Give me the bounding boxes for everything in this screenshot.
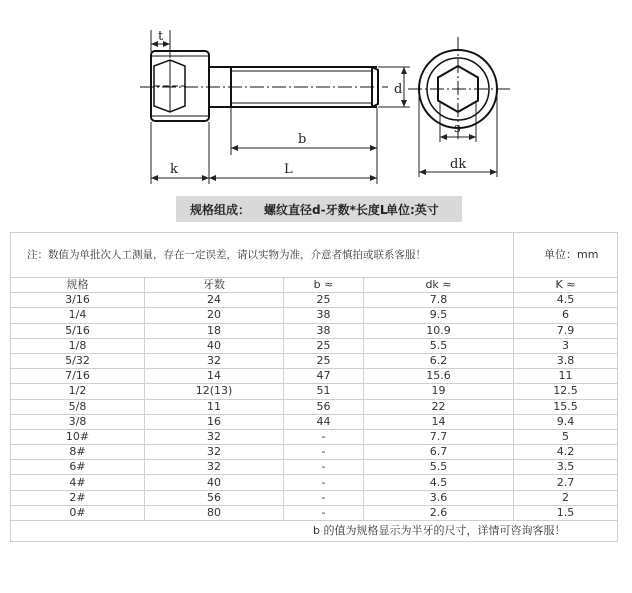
cell-dk: 4.5 bbox=[364, 475, 514, 490]
table-row bbox=[11, 353, 618, 368]
cell-b: - bbox=[284, 475, 364, 490]
cell-dk: 10.9 bbox=[364, 323, 514, 338]
spec-table bbox=[10, 232, 618, 542]
cell-threads: 32 bbox=[145, 460, 284, 475]
table-row bbox=[11, 505, 618, 520]
cell-spec: 2# bbox=[11, 490, 145, 505]
cell-k: 3.5 bbox=[514, 460, 618, 475]
header-row bbox=[11, 278, 618, 293]
cell-threads: 11 bbox=[145, 399, 284, 414]
cell-dk: 5.5 bbox=[364, 338, 514, 353]
caption-formula: 螺纹直径d-牙数*长度L bbox=[264, 203, 388, 217]
table-row bbox=[11, 384, 618, 399]
cell-k: 9.4 bbox=[514, 414, 618, 429]
table-row bbox=[11, 293, 618, 308]
cell-k: 15.5 bbox=[514, 399, 618, 414]
label-s: s bbox=[454, 121, 461, 136]
cell-spec: 3/8 bbox=[11, 414, 145, 429]
table-row bbox=[11, 414, 618, 429]
cell-spec: 1/2 bbox=[11, 384, 145, 399]
cell-threads: 40 bbox=[145, 475, 284, 490]
cell-threads: 32 bbox=[145, 353, 284, 368]
cell-threads: 80 bbox=[145, 505, 284, 520]
label-b: b bbox=[298, 132, 307, 147]
table-row bbox=[11, 445, 618, 460]
spec-caption-bar bbox=[176, 196, 462, 222]
cell-dk: 3.6 bbox=[364, 490, 514, 505]
cell-threads: 16 bbox=[145, 414, 284, 429]
cell-b: - bbox=[284, 490, 364, 505]
cell-b: 44 bbox=[284, 414, 364, 429]
cell-dk: 5.5 bbox=[364, 460, 514, 475]
table-row bbox=[11, 323, 618, 338]
header-spec: 规格 bbox=[11, 278, 145, 293]
cell-b: 25 bbox=[284, 353, 364, 368]
cell-threads: 18 bbox=[145, 323, 284, 338]
footnote: b 的值为规格显示为半牙的尺寸，详情可咨询客服！ bbox=[11, 521, 618, 542]
cell-dk: 6.2 bbox=[364, 353, 514, 368]
cell-dk: 2.6 bbox=[364, 505, 514, 520]
table-row bbox=[11, 490, 618, 505]
unit-label: 单位：mm bbox=[514, 233, 618, 278]
cell-b: 25 bbox=[284, 293, 364, 308]
cell-spec: 7/16 bbox=[11, 369, 145, 384]
cell-dk: 6.7 bbox=[364, 445, 514, 460]
cell-b: 56 bbox=[284, 399, 364, 414]
table-row bbox=[11, 369, 618, 384]
header-k: K ≈ bbox=[514, 278, 618, 293]
cell-spec: 3/16 bbox=[11, 293, 145, 308]
cell-threads: 32 bbox=[145, 429, 284, 444]
cell-dk: 7.7 bbox=[364, 429, 514, 444]
cell-threads: 20 bbox=[145, 308, 284, 323]
cell-threads: 40 bbox=[145, 338, 284, 353]
footnote-row bbox=[11, 521, 618, 542]
cell-spec: 1/8 bbox=[11, 338, 145, 353]
screw-side-view bbox=[140, 51, 388, 121]
cell-threads: 32 bbox=[145, 445, 284, 460]
cell-dk: 19 bbox=[364, 384, 514, 399]
cell-k: 5 bbox=[514, 429, 618, 444]
table-row bbox=[11, 475, 618, 490]
cell-spec: 5/32 bbox=[11, 353, 145, 368]
cell-spec: 10# bbox=[11, 429, 145, 444]
cell-b: 38 bbox=[284, 323, 364, 338]
cell-k: 7.9 bbox=[514, 323, 618, 338]
table-row bbox=[11, 308, 618, 323]
cell-spec: 5/8 bbox=[11, 399, 145, 414]
measurement-note: 注：数值为单批次人工测量，存在一定误差，请以实物为准，介意者慎拍或联系客服！ bbox=[11, 233, 514, 278]
cell-b: - bbox=[284, 460, 364, 475]
table-row bbox=[11, 460, 618, 475]
cell-dk: 7.8 bbox=[364, 293, 514, 308]
cell-k: 3 bbox=[514, 338, 618, 353]
cell-k: 3.8 bbox=[514, 353, 618, 368]
cell-k: 4.2 bbox=[514, 445, 618, 460]
cell-spec: 1/4 bbox=[11, 308, 145, 323]
cell-spec: 5/16 bbox=[11, 323, 145, 338]
cell-spec: 4# bbox=[11, 475, 145, 490]
table-row bbox=[11, 338, 618, 353]
cell-k: 2 bbox=[514, 490, 618, 505]
cell-dk: 15.6 bbox=[364, 369, 514, 384]
caption-composition: 规格组成： bbox=[190, 203, 251, 217]
label-t: t bbox=[158, 29, 164, 44]
cell-k: 4.5 bbox=[514, 293, 618, 308]
caption-unit: 单位:英寸 bbox=[386, 203, 439, 217]
header-b: b ≈ bbox=[284, 278, 364, 293]
cell-k: 11 bbox=[514, 369, 618, 384]
cell-k: 12.5 bbox=[514, 384, 618, 399]
table-row bbox=[11, 399, 618, 414]
label-d: d bbox=[394, 82, 403, 97]
label-k: k bbox=[170, 162, 178, 177]
cell-dk: 22 bbox=[364, 399, 514, 414]
cell-threads: 56 bbox=[145, 490, 284, 505]
cell-threads: 12(13) bbox=[145, 384, 284, 399]
cell-dk: 14 bbox=[364, 414, 514, 429]
cell-spec: 6# bbox=[11, 460, 145, 475]
cell-b: 51 bbox=[284, 384, 364, 399]
cell-b: 25 bbox=[284, 338, 364, 353]
dimension-k-L bbox=[151, 122, 377, 184]
cell-b: 47 bbox=[284, 369, 364, 384]
spec-table-container bbox=[10, 232, 617, 542]
cell-b: - bbox=[284, 445, 364, 460]
cell-k: 1.5 bbox=[514, 505, 618, 520]
note-row bbox=[11, 233, 618, 278]
cell-threads: 24 bbox=[145, 293, 284, 308]
cell-spec: 0# bbox=[11, 505, 145, 520]
cell-b: - bbox=[284, 505, 364, 520]
header-dk: dk ≈ bbox=[364, 278, 514, 293]
cell-dk: 9.5 bbox=[364, 308, 514, 323]
label-L: L bbox=[284, 162, 293, 177]
cell-spec: 8# bbox=[11, 445, 145, 460]
label-dk: dk bbox=[450, 157, 467, 172]
header-threads: 牙数 bbox=[145, 278, 284, 293]
cell-k: 2.7 bbox=[514, 475, 618, 490]
cell-threads: 14 bbox=[145, 369, 284, 384]
cell-b: 38 bbox=[284, 308, 364, 323]
table-row bbox=[11, 429, 618, 444]
cell-k: 6 bbox=[514, 308, 618, 323]
cell-b: - bbox=[284, 429, 364, 444]
